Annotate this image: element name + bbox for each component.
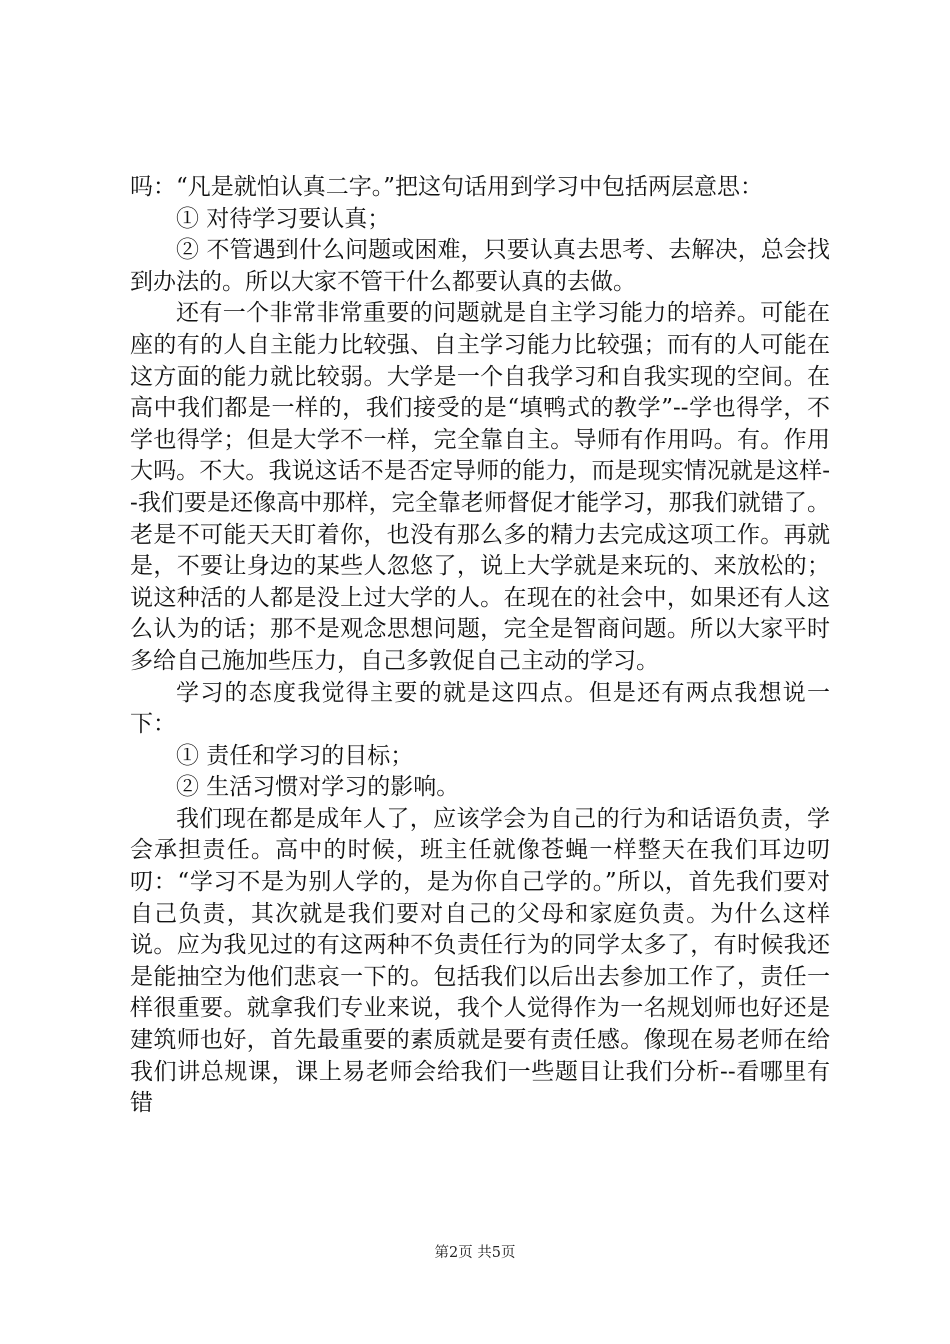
paragraph-responsibility: 我们现在都是成年人了，应该学会为自己的行为和话语负责，学会承担责任。高中的时候，班主任就像苍蝇一样整天在我们耳边叨叨：“学习不是为别人学的，是为你自己学的。”所以，首先我们要对自己负责，其次就是我们要对自己的父母和家庭负责。为什么这样说。应为我见过的有这两种不负责任行为的同学太多了，有时候我还是能抽空为他们悲哀一下的。包括我们以后出去参加工作了，责任一样很重要。就拿我们专业来说，我个人觉得作为一名规划师也好还是建筑师也好，首先最重要的素质就是要有责任感。像现在易老师在给我们讲总规课，课上易老师会给我们一些题目让我们分析--看哪里有错: [130, 805, 830, 1117]
list-item-responsibility: ① 责任和学习的目标；: [176, 742, 414, 769]
list-item-2: ② 不管遇到什么问题或困难，只要认真去思考、去解决，总会找到办法的。所以大家不管干什么都要认真的去做。: [130, 237, 830, 295]
list-item-1: ① 对待学习要认真；: [176, 205, 391, 232]
paragraph-continuation: 吗：“凡是就怕认真二字。”把这句话用到学习中包括两层意思：: [130, 174, 764, 200]
page-number-footer: 第2页 共5页: [434, 1245, 516, 1261]
list-item-habits: ② 生活习惯对学习的影响。: [176, 774, 460, 801]
paragraph-self-study: 还有一个非常非常重要的问题就是自主学习能力的培养。可能在座的有的人自主能力比较强、自主学习能力比较强；而有的人可能在这方面的能力就比较弱。大学是一个自我学习和自我实现的空间。在高中我们都是一样的，我们接受的是“填鸭式的教学”--学也得学，不学也得学；但是大学不一样，完全靠自主。导师有作用吗。有。作用大吗。不大。我说这话不是否定导师的能力，而是现实情况就是这样--我们要是还像高中那样，完全靠老师督促才能学习，那我们就错了。老是不可能天天盯着你，也没有那么多的精力去完成这项工作。再就是，不要让身边的某些人忽悠了，说上大学就是来玩的、来放松的；说这种活的人都是没上过大学的人。在现在的社会中，如果还有人这么认为的话；那不是观念思想问题，完全是智商问题。所以大家平时多给自己施加些压力，自己多敦促自己主动的学习。: [130, 300, 830, 674]
paragraph-attitude: 学习的态度我觉得主要的就是这四点。但是还有两点我想说一下：: [130, 679, 830, 738]
document-body: [130, 172, 830, 1120]
